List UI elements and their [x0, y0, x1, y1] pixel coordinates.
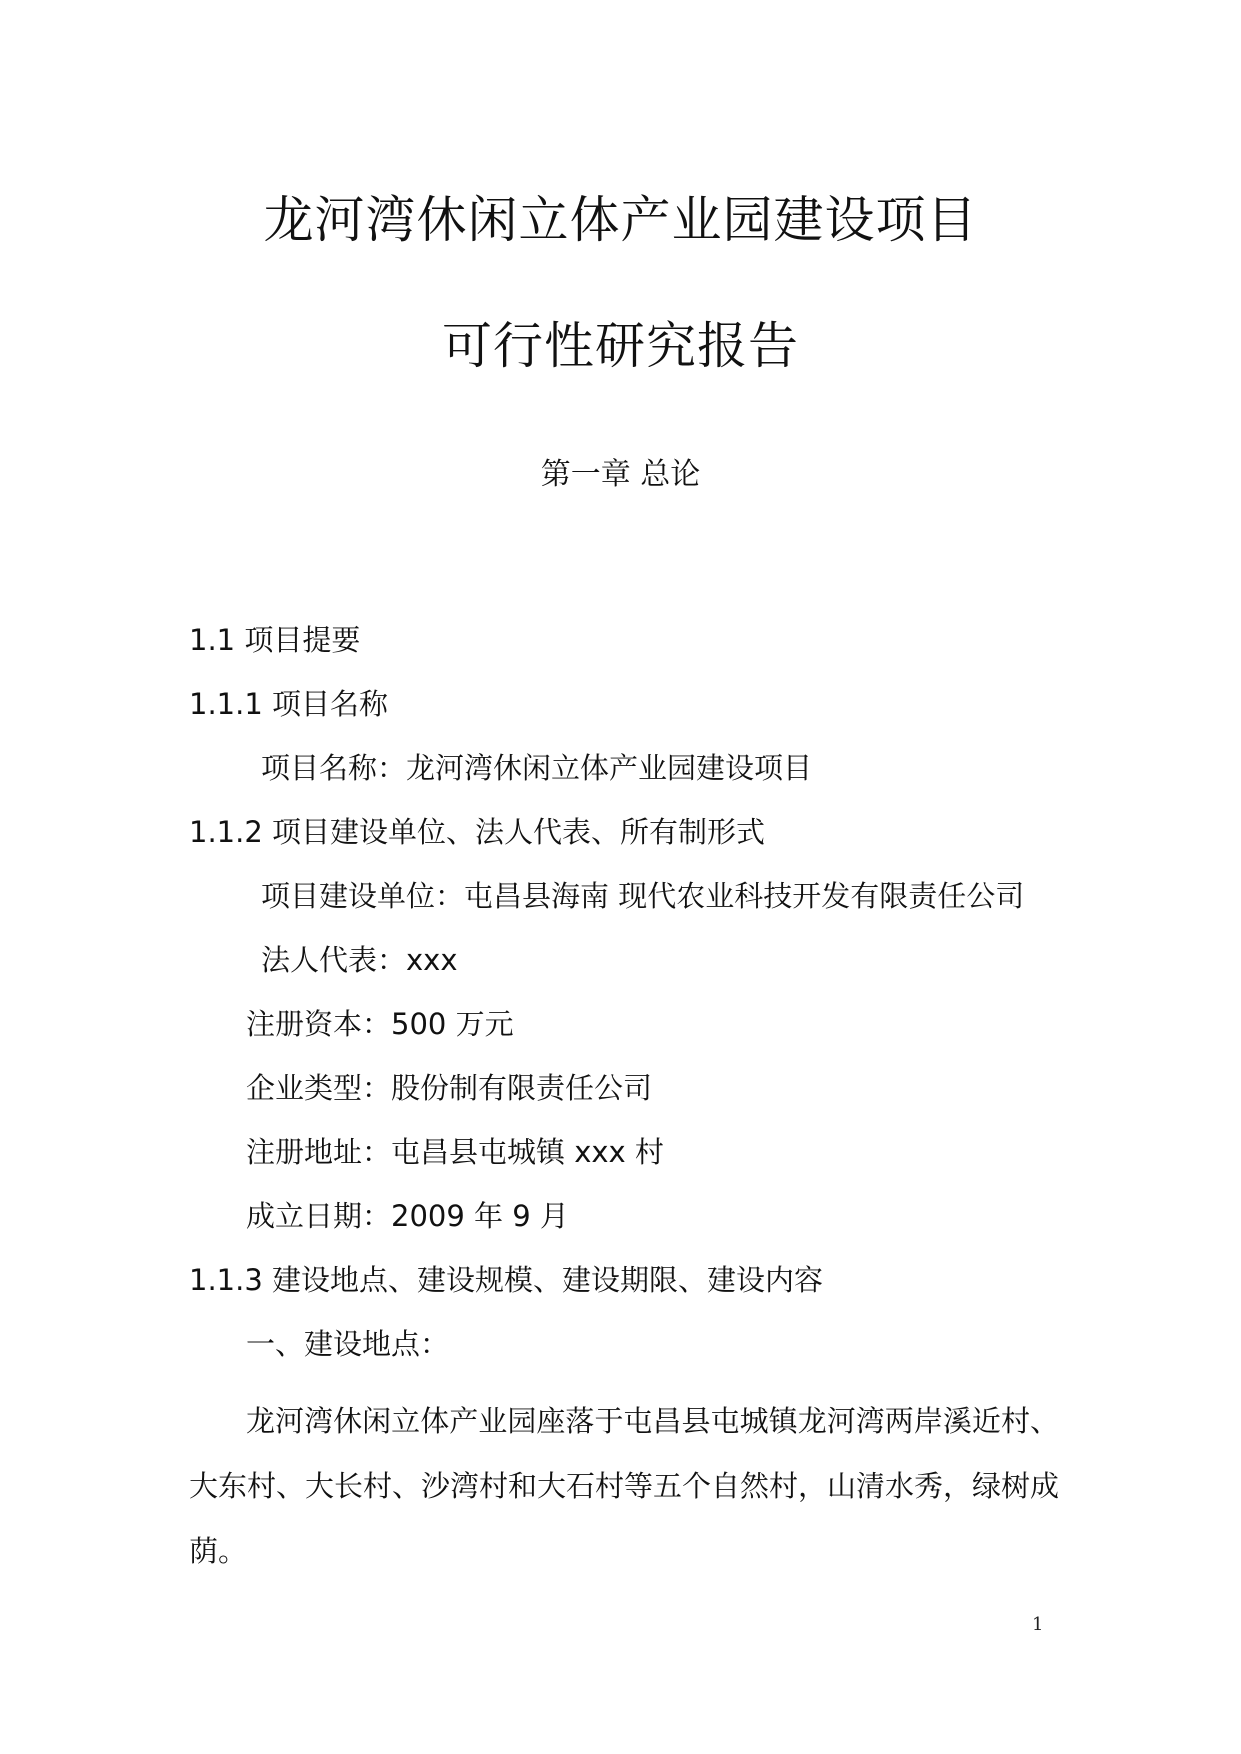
location-paragraph: 龙河湾休闲立体产业园座落于屯昌县屯城镇龙河湾两岸溪近村、大东村、大长村、沙湾村和大石村等五个自然村，山清水秀，绿树成荫。 [189, 1404, 1060, 1568]
address-line: 注册地址：屯昌县屯城镇 xxx 村 [246, 1135, 664, 1169]
section-heading-1-1: 1.1 项目提要 [189, 623, 361, 657]
company-type-line: 企业类型：股份制有限责任公司 [246, 1071, 653, 1105]
section-heading-1-1-1: 1.1.1 项目名称 [189, 687, 389, 721]
section-heading-1-1-2: 1.1.2 项目建设单位、法人代表、所有制形式 [189, 815, 766, 849]
section-heading-1-1-3: 1.1.3 建设地点、建设规模、建设期限、建设内容 [189, 1263, 824, 1297]
chapter-heading: 第一章 总论 [540, 457, 701, 492]
page-number: 1 [1032, 1614, 1044, 1635]
capital-line: 注册资本：500 万元 [246, 1007, 514, 1041]
document-title-line1: 龙河湾休闲立体产业园建设项目 [263, 191, 978, 249]
location-heading: 一、建设地点： [246, 1327, 450, 1361]
builder-line: 项目建设单位：屯昌县海南 现代农业科技开发有限责任公司 [261, 879, 1025, 913]
document-title-line2: 可行性研究报告 [442, 317, 799, 375]
legal-rep-line: 法人代表：xxx [261, 943, 458, 977]
founded-line: 成立日期：2009 年 9 月 [246, 1199, 569, 1233]
project-name-line: 项目名称：龙河湾休闲立体产业园建设项目 [261, 751, 813, 785]
